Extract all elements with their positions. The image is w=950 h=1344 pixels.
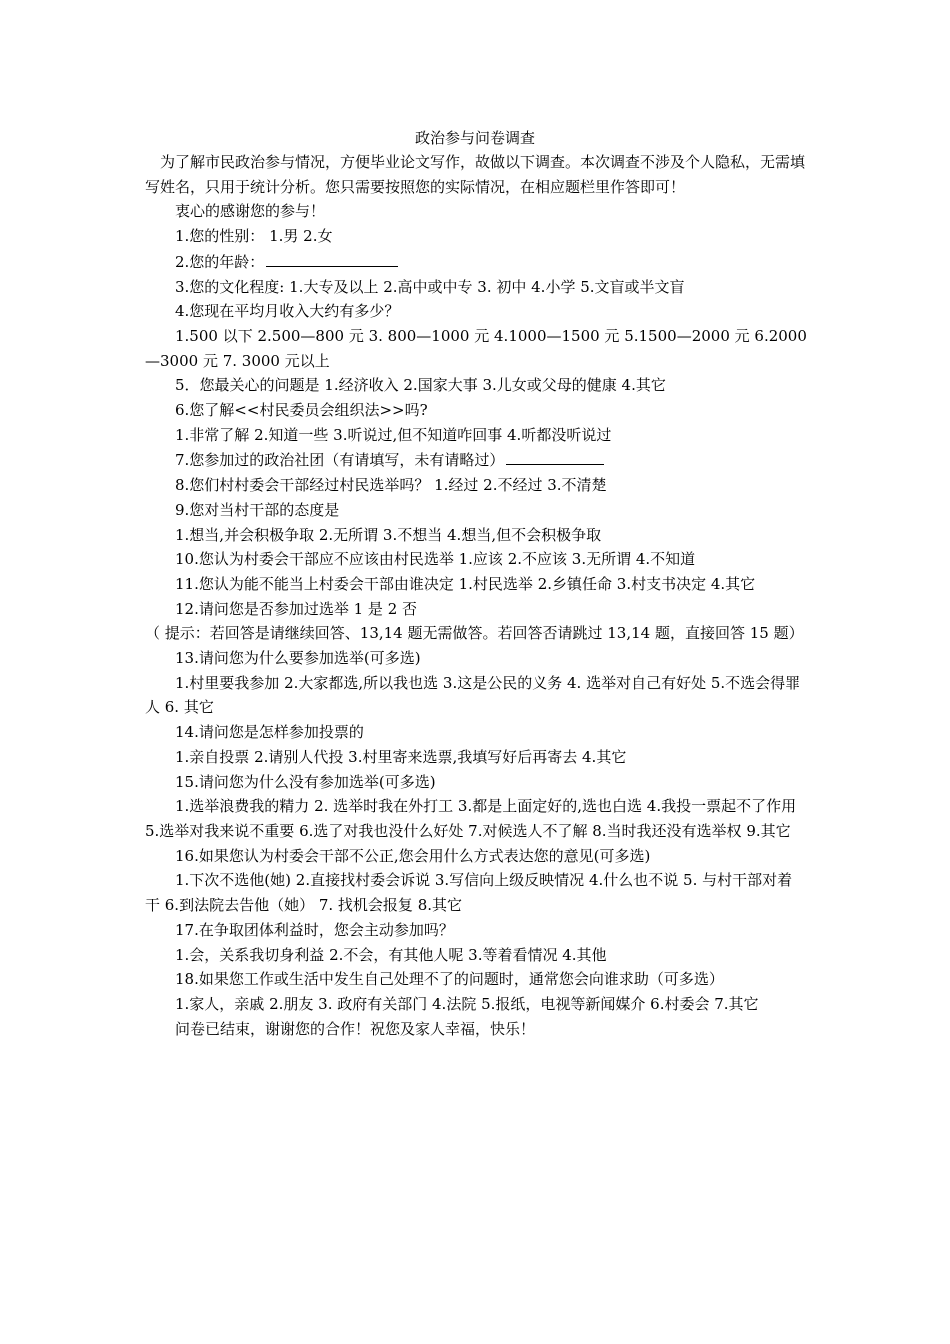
question-8: 8.您们村村委会干部经过村民选举吗？ 1.经过 2.不经过 3.不清楚 <box>175 476 607 495</box>
skip-hint: （ 提示：若回答是请继续回答、13,14 题无需做答。若回答否请跳过 13,14 题，直接回答 15 题） <box>145 624 804 643</box>
question-9-options: 1.想当,并会积极争取 2.无所谓 3.不想当 4.想当,但不会积极争取 <box>175 525 602 544</box>
question-9: 9.您对当村干部的态度是 <box>175 500 340 519</box>
question-17-options: 1.会，关系我切身利益 2.不会，有其他人呢 3.等着看情况 4.其他 <box>175 945 607 964</box>
question-12: 12.请问您是否参加过选举 1 是 2 否 <box>175 599 418 618</box>
question-7-text: 7.您参加过的政治社团（有请填写，未有请略过） <box>175 451 505 470</box>
question-15: 15.请问您为什么没有参加选举(可多选) <box>175 772 436 791</box>
question-13-options: 1.村里要我参加 2.大家都选,所以我也选 3.这是公民的义务 4. 选举对自己有好处 5.不选会得罪人 6. 其它 <box>145 673 801 717</box>
document-body <box>145 150 807 1041</box>
question-14-options: 1.亲自投票 2.请别人代投 3.村里寄来选票,我填写好后再寄去 4.其它 <box>175 747 627 766</box>
question-18: 18.如果您工作或生活中发生自己处理不了的问题时，通常您会向谁求助（可多选） <box>175 970 724 989</box>
question-7 <box>145 447 807 473</box>
question-6-options: 1.非常了解 2.知道一些 3.听说过,但不知道咋回事 4.听都没听说过 <box>175 425 612 444</box>
question-4: 4.您现在平均月收入大约有多少？ <box>175 302 400 321</box>
question-6: 6.您了解<<村民委员会组织法>>吗? <box>175 401 428 420</box>
question-13: 13.请问您为什么要参加选举(可多选) <box>175 649 421 668</box>
question-16: 16.如果您认为村委会干部不公正,您会用什么方式表达您的意见(可多选) <box>175 846 651 865</box>
document-title: 政治参与问卷调查 <box>414 129 535 147</box>
question-17: 17.在争取团体利益时，您会主动参加吗？ <box>175 920 454 939</box>
question-14: 14.请问您是怎样参加投票的 <box>175 723 364 742</box>
question-2 <box>145 249 807 275</box>
closing-line: 问卷已结束，谢谢您的合作！祝您及家人幸福，快乐！ <box>175 1019 536 1038</box>
question-2-text: 2.您的年龄： <box>175 252 265 271</box>
question-5: 5．您最关心的问题是 1.经济收入 2.国家大事 3.儿女或父母的健康 4.其它 <box>175 376 666 395</box>
age-blank-line <box>266 249 398 267</box>
question-16-options: 1.下次不选他(她) 2.直接找村委会诉说 3.写信向上级反映情况 4.什么也不说 5. 与村干部对着干 6.到法院去告他（她） 7. 找机会报复 8.其它 <box>145 871 793 915</box>
org-blank-line <box>506 447 604 465</box>
question-1: 1.您的性别： 1.男 2.女 <box>175 227 333 246</box>
question-18-options: 1.家人，亲戚 2.朋友 3. 政府有关部门 4.法院 5.报纸，电视等新闻媒介 6.村委会 7.其它 <box>175 994 759 1013</box>
intro-paragraph: 为了解市民政治参与情况，方便毕业论文写作，故做以下调查。本次调查不涉及个人隐私，无需填写姓名，只用于统计分析。您只需要按照您的实际情况，在相应题栏里作答即可！ <box>145 153 806 196</box>
question-15-options: 1.选举浪费我的精力 2. 选举时我在外打工 3.都是上面定好的,选也白选 4.我投一票起不了作用 5.选举对我来说不重要 6.选了对我也没什么好处 7.对候选人不了解 8.当时我还没有选举权 9.其它 <box>145 797 797 840</box>
question-10: 10.您认为村委会干部应不应该由村民选举 1.应该 2.不应该 3.无所谓 4.不知道 <box>175 550 696 569</box>
question-4-options: 1.500 以下 2.500—800 元 3. 800—1000 元 4.1000—1500 元 5.1500—2000 元 6.2000—3000 元 7. 3000 元以上 <box>145 326 807 370</box>
question-11: 11.您认为能不能当上村委会干部由谁决定 1.村民选举 2.乡镇任命 3.村支书决定 4.其它 <box>175 574 756 593</box>
thanks-line: 衷心的感谢您的参与！ <box>175 202 326 221</box>
question-3: 3.您的文化程度: 1.大专及以上 2.高中或中专 3. 初中 4.小学 5.文盲或半文盲 <box>175 277 685 296</box>
